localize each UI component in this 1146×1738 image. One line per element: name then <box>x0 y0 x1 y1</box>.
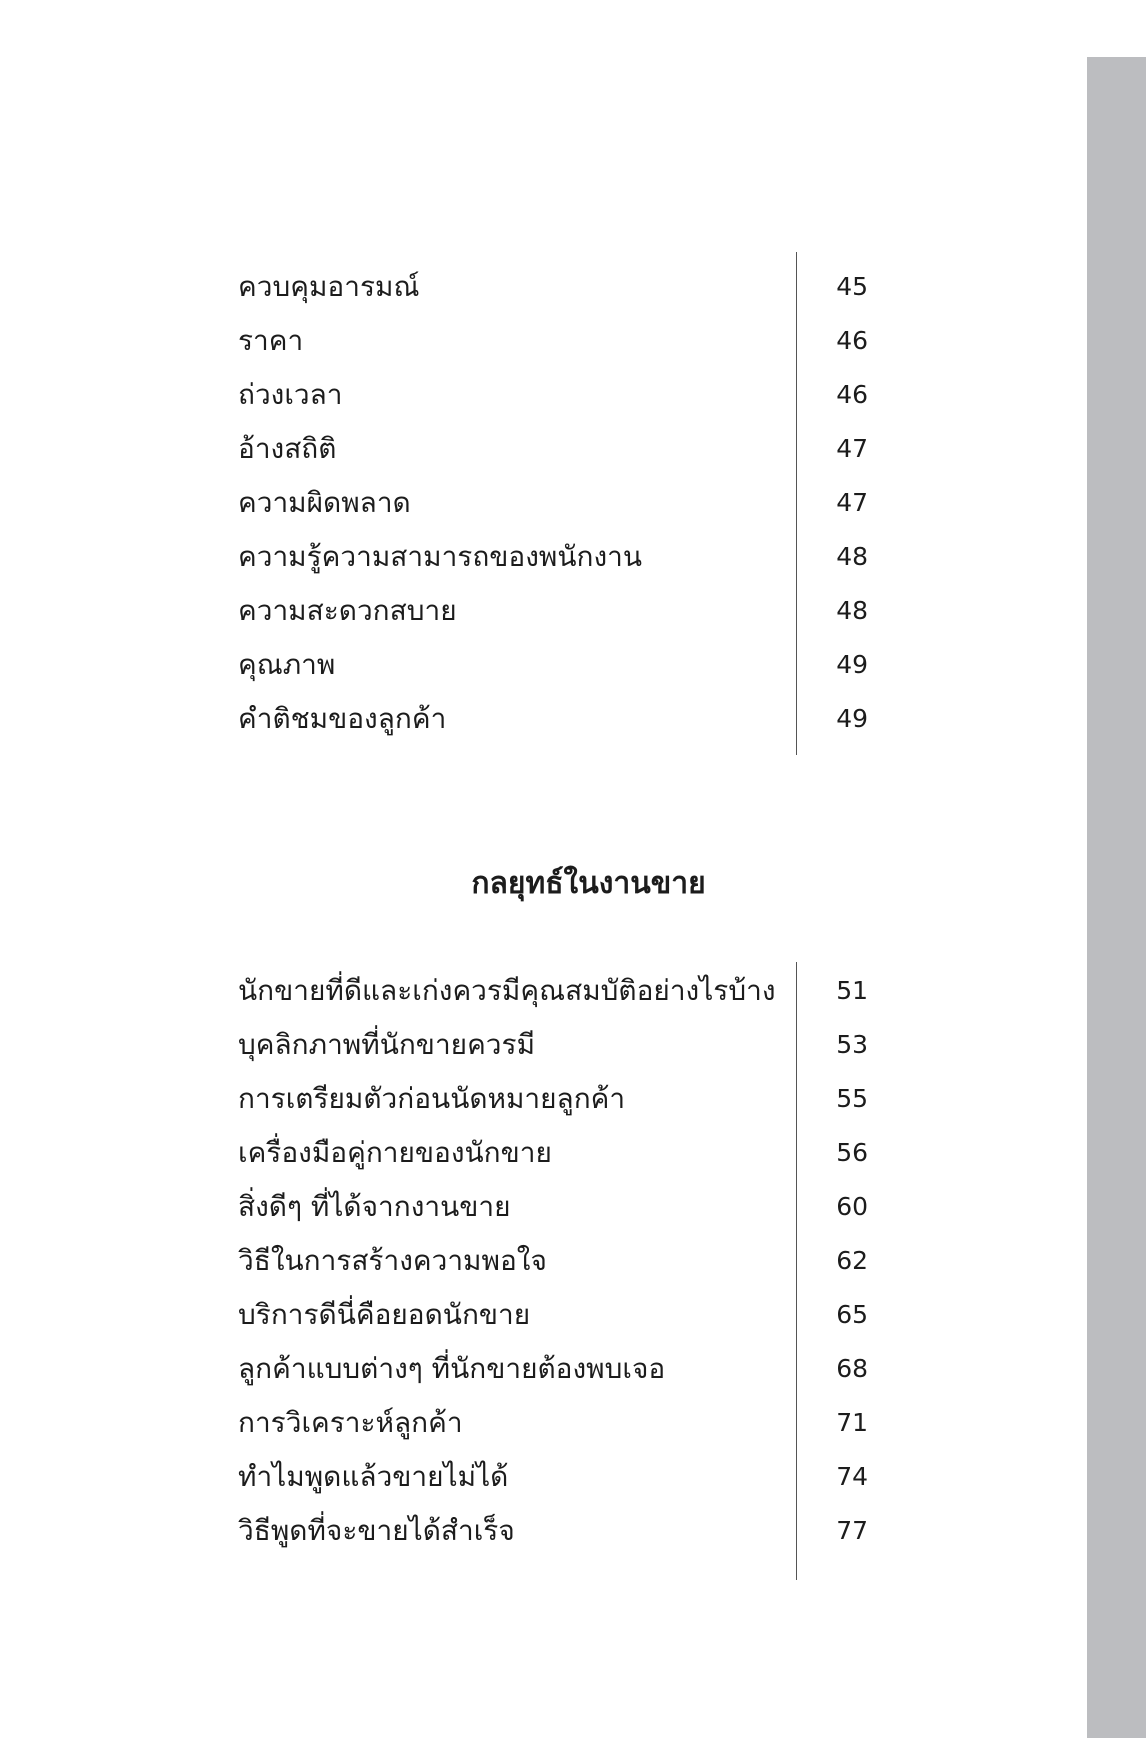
toc-entry <box>0 476 1087 530</box>
toc-entry <box>0 1342 1087 1396</box>
toc-entry-page: 51 <box>836 976 868 1005</box>
toc-entry-title: ถ่วงเวลา <box>238 378 343 411</box>
toc-entry <box>0 1018 1087 1072</box>
toc-entry-title: เครื่องมือคู่กายของนักขาย <box>238 1136 552 1169</box>
toc-entry <box>0 964 1087 1018</box>
toc-entry <box>0 1396 1087 1450</box>
page-edge-tab <box>1087 57 1146 1738</box>
toc-entry-title: นักขายที่ดีและเก่งควรมีคุณสมบัติอย่างไรบ้าง <box>238 974 776 1007</box>
toc-entry-page: 65 <box>836 1300 868 1329</box>
toc-entry-page: 56 <box>836 1138 868 1167</box>
toc-entry-page: 62 <box>836 1246 868 1275</box>
toc-entry <box>0 1504 1087 1558</box>
toc-entry-page: 68 <box>836 1354 868 1383</box>
toc-entry-title: การเตรียมตัวก่อนนัดหมายลูกค้า <box>238 1082 626 1115</box>
toc-entry-page: 46 <box>836 326 868 355</box>
toc-entry-page: 46 <box>836 380 868 409</box>
toc-entry-page: 55 <box>836 1084 868 1113</box>
toc-entry-title: สิ่งดีๆ ที่ได้จากงานขาย <box>238 1190 511 1223</box>
toc-entry-title: ราคา <box>238 324 304 357</box>
toc-entry-title: วิธีในการสร้างความพอใจ <box>238 1244 547 1277</box>
toc-entry-page: 77 <box>836 1516 868 1545</box>
toc-entry <box>0 1180 1087 1234</box>
toc-entry <box>0 638 1087 692</box>
toc-entry-title: วิธีพูดที่จะขายได้สำเร็จ <box>238 1514 515 1547</box>
toc-entry-title: ความรู้ความสามารถของพนักงาน <box>238 540 643 573</box>
toc-entry-page: 47 <box>836 488 868 517</box>
toc-entry-title: ทำไมพูดแล้วขายไม่ได้ <box>238 1460 509 1493</box>
toc-entry-page: 49 <box>836 704 868 733</box>
toc-entry-title: คำติชมของลูกค้า <box>238 702 447 735</box>
toc-entry-title: ลูกค้าแบบต่างๆ ที่นักขายต้องพบเจอ <box>238 1352 666 1385</box>
toc-entry-title: ความผิดพลาด <box>238 486 411 519</box>
toc-entry <box>0 1234 1087 1288</box>
toc-entry-page: 48 <box>836 596 868 625</box>
toc-entry <box>0 584 1087 638</box>
toc-entry-title: อ้างสถิติ <box>238 432 337 465</box>
toc-entry <box>0 692 1087 746</box>
toc-entry-page: 49 <box>836 650 868 679</box>
toc-entry-page: 71 <box>836 1408 868 1437</box>
toc-entry-title: การวิเคราะห์ลูกค้า <box>238 1406 463 1439</box>
section-heading: กลยุทธ์ในงานขาย <box>471 866 706 901</box>
toc-entry-title: ควบคุมอารมณ์ <box>238 270 420 303</box>
toc-entry-title: บุคลิกภาพที่นักขายควรมี <box>238 1028 536 1061</box>
toc-entry <box>0 368 1087 422</box>
toc-entry <box>0 260 1087 314</box>
toc-entry-title: คุณภาพ <box>238 648 336 681</box>
toc-entry <box>0 314 1087 368</box>
toc-entry <box>0 530 1087 584</box>
toc-entry-title: บริการดีนี่คือยอดนักขาย <box>238 1298 531 1331</box>
toc-entry-page: 74 <box>836 1462 868 1491</box>
toc-entry <box>0 1450 1087 1504</box>
toc-entry-title: ความสะดวกสบาย <box>238 594 457 627</box>
toc-entry-page: 53 <box>836 1030 868 1059</box>
toc-entry <box>0 1126 1087 1180</box>
toc-entry <box>0 1072 1087 1126</box>
toc-entry-page: 48 <box>836 542 868 571</box>
toc-entry <box>0 1288 1087 1342</box>
toc-entry-page: 45 <box>836 272 868 301</box>
toc-entry-page: 47 <box>836 434 868 463</box>
toc-entry <box>0 422 1087 476</box>
toc-entry-page: 60 <box>836 1192 868 1221</box>
